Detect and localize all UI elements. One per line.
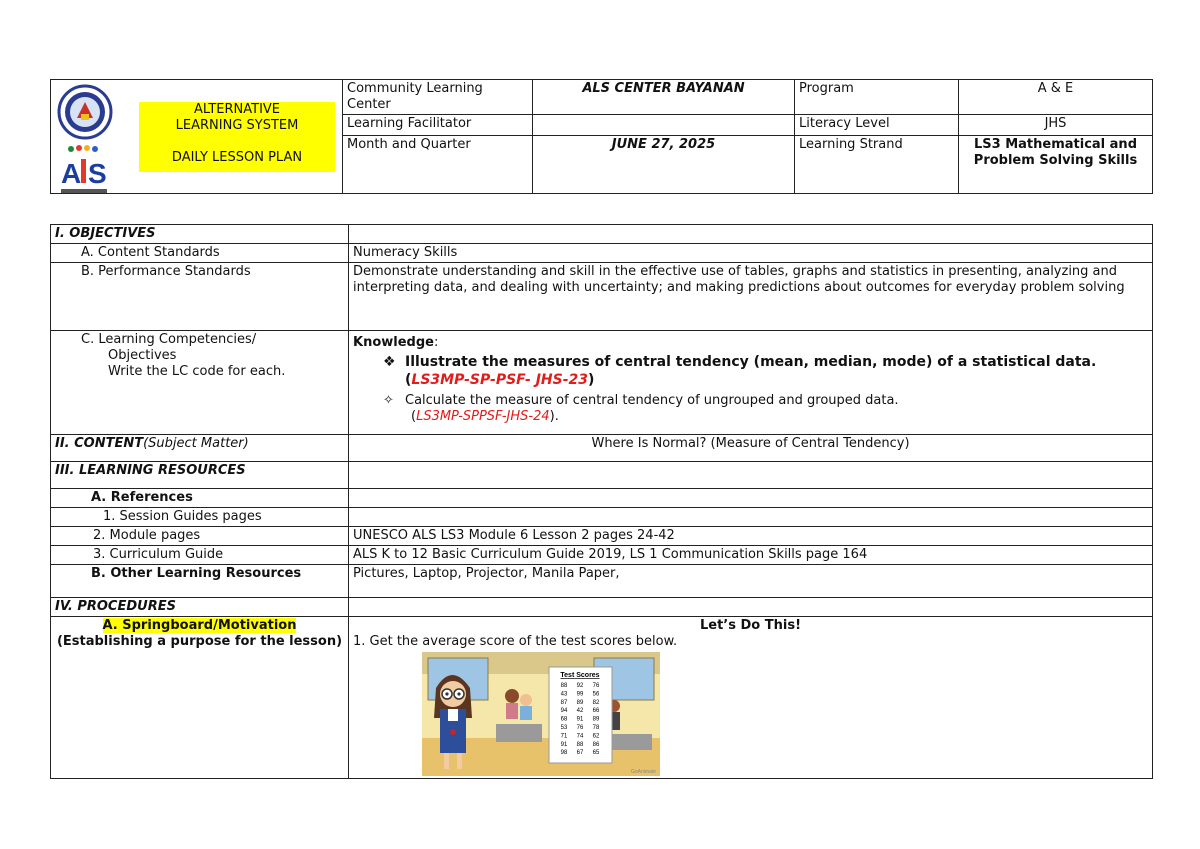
hdr-label-strand: Learning Strand: [795, 136, 959, 194]
knowledge-colon: :: [433, 335, 439, 350]
program-title-box: [139, 102, 335, 172]
hdr-label-literacy: Literacy Level: [795, 115, 959, 136]
image-credit: GoAnimate: [630, 769, 656, 775]
curriculum-value: ALS K to 12 Basic Curriculum Guide 2019, LS 1 Communication Skills page 164: [349, 546, 1153, 565]
score-value: 89: [592, 716, 600, 723]
hdr-value-program: A & E: [959, 80, 1153, 115]
lets-do-title: Let’s Do This!: [699, 618, 801, 633]
springboard-cell: [51, 617, 349, 779]
resources-empty: [349, 462, 1153, 489]
curriculum-label: 3. Curriculum Guide: [51, 546, 349, 565]
score-value: 66: [592, 708, 600, 715]
knowledge-label: Knowledge: [353, 335, 434, 350]
score-value: 82: [592, 699, 600, 706]
springboard-activity: [349, 617, 1153, 779]
procedures-title: IV. PROCEDURES: [51, 598, 349, 617]
score-value: 53: [560, 725, 568, 731]
objectives-empty: [349, 225, 1153, 244]
deped-seal-icon: [57, 84, 113, 140]
hdr-value-facilitator: [533, 115, 795, 136]
content-sub: (Subject Matter): [143, 436, 249, 451]
diamond-bullet-icon: ❖: [383, 354, 396, 370]
competencies-label-3: Write the LC code for each.: [108, 364, 286, 379]
score-value: 43: [560, 691, 568, 698]
content-standards-label: A. Content Standards: [51, 244, 349, 263]
references-empty: [349, 489, 1153, 508]
board-title: Test Scores: [560, 672, 600, 679]
other-resources-label: B. Other Learning Resources: [51, 565, 349, 598]
objective-1-code: LS3MP-SP-PSF- JHS-23: [411, 372, 589, 388]
performance-standards-value: Demonstrate understanding and skill in the effective use of tables, graphs and statistics in presenting, analyzing and interpreting data, and dealing with uncertainty; and making predictions about outcomes for everyday problem solving: [349, 263, 1153, 331]
org-line-1: ALTERNATIVE: [193, 102, 281, 117]
hdr-label-program: Program: [795, 80, 959, 115]
task-text: 1. Get the average score of the test scores below.: [353, 634, 678, 649]
performance-standards-label: B. Performance Standards: [51, 263, 349, 331]
hdr-label-clc: Community Learning Center: [343, 80, 533, 115]
score-value: 67: [576, 750, 584, 757]
score-value: 68: [560, 716, 568, 723]
score-value: 78: [592, 725, 600, 731]
doc-type: DAILY LESSON PLAN: [171, 150, 303, 165]
star-bullet-icon: ✧: [383, 393, 394, 408]
hdr-value-strand: LS3 Mathematical and Problem Solving Skills: [959, 136, 1153, 194]
score-value: 76: [592, 683, 600, 689]
hdr-value-month: JUNE 27, 2025: [533, 136, 795, 194]
springboard-label: A. Springboard/Motivation: [102, 618, 297, 633]
org-line-2: LEARNING SYSTEM: [175, 118, 299, 133]
svg-text:S: S: [88, 158, 107, 189]
score-value: 91: [576, 716, 584, 723]
als-logo-icon: [57, 143, 113, 199]
hdr-value-literacy: JHS: [959, 115, 1153, 136]
score-value: 89: [576, 699, 584, 706]
score-value: 74: [576, 733, 584, 740]
procedures-empty: [349, 598, 1153, 617]
module-value: UNESCO ALS LS3 Module 6 Lesson 2 pages 24-42: [349, 527, 1153, 546]
session-guides-label: 1. Session Guides pages: [51, 508, 349, 527]
competencies-label-2: Objectives: [108, 348, 177, 363]
score-value: 76: [576, 725, 584, 731]
other-resources-value: Pictures, Laptop, Projector, Manila Paper,: [349, 565, 1153, 598]
content-title-cell: [51, 435, 349, 462]
hdr-label-facilitator: Learning Facilitator: [343, 115, 533, 136]
score-value: 62: [592, 733, 600, 740]
objective-1-text: Illustrate the measures of central tendency (mean, median, mode) of a statistical data.: [405, 354, 1097, 370]
objective-1-code-open: (: [405, 372, 412, 388]
content-value: Where Is Normal? (Measure of Central Tendency): [349, 435, 1153, 462]
score-value: 86: [592, 741, 600, 748]
competencies-label-1: C. Learning Competencies/: [81, 332, 257, 347]
header-table: [50, 79, 1153, 194]
score-value: 94: [560, 708, 568, 715]
competencies-value: [349, 331, 1153, 435]
lesson-plan-table: [50, 224, 1153, 779]
score-value: 65: [592, 750, 600, 757]
objective-2: [353, 393, 1148, 425]
svg-text:A: A: [61, 158, 82, 189]
score-value: 87: [560, 699, 568, 706]
hdr-value-clc: ALS CENTER BAYANAN: [533, 80, 795, 115]
objective-2-code: LS3MP-SPPSF-JHS-24: [416, 409, 550, 424]
score-value: 92: [576, 683, 584, 689]
score-value: 42: [576, 708, 584, 715]
score-value: 98: [560, 750, 568, 757]
score-value: 91: [560, 741, 568, 748]
competencies-label: [51, 331, 349, 435]
objective-1: [353, 353, 1148, 389]
score-value: 88: [560, 683, 568, 689]
springboard-sub: (Establishing a purpose for the lesson): [56, 634, 343, 649]
objective-1-code-close: ): [588, 372, 595, 388]
hdr-label-month: Month and Quarter: [343, 136, 533, 194]
score-value: 88: [576, 741, 584, 748]
objective-2-code-close: ).: [549, 409, 559, 424]
logo-cell: [51, 80, 343, 194]
references-label: A. References: [51, 489, 349, 508]
score-value: 56: [592, 691, 600, 698]
classroom-illustration: [422, 652, 660, 776]
session-guides-value: [349, 508, 1153, 527]
score-grid: [561, 683, 600, 756]
content-title: II. CONTENT: [55, 436, 144, 451]
module-label: 2. Module pages: [51, 527, 349, 546]
objective-2-text: Calculate the measure of central tendency of ungrouped and grouped data.: [405, 393, 899, 408]
content-standards-value: Numeracy Skills: [349, 244, 1153, 263]
score-value: 71: [560, 733, 568, 740]
resources-title: III. LEARNING RESOURCES: [51, 462, 349, 489]
objective-2-code-open: (: [411, 409, 417, 424]
objectives-title: I. OBJECTIVES: [51, 225, 349, 244]
score-value: 99: [576, 691, 584, 698]
